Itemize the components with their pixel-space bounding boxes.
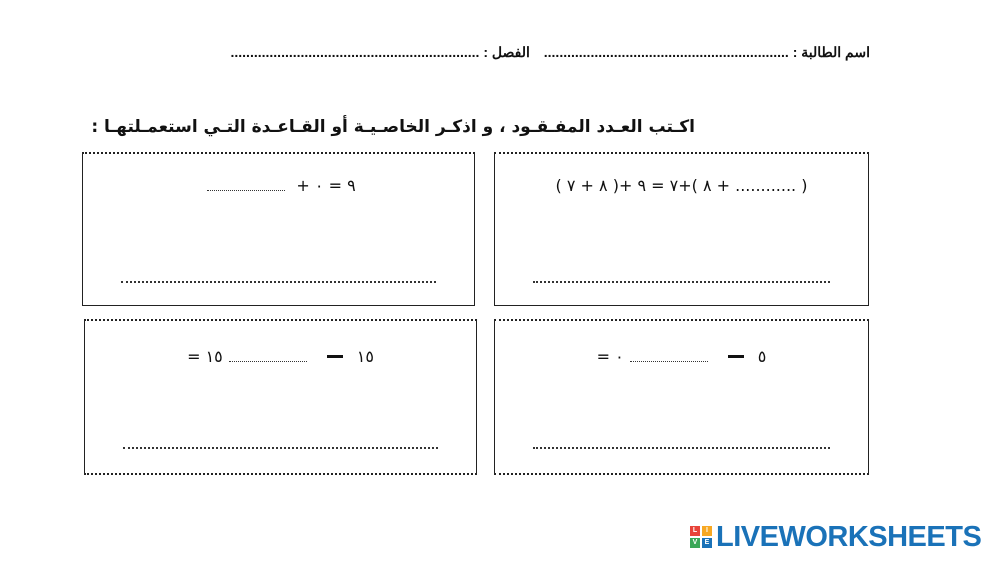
blank-input-2[interactable] [207, 178, 285, 191]
answer-field-2[interactable] [121, 279, 436, 283]
blank-input-3[interactable] [630, 349, 708, 362]
student-name-field[interactable]: ............................................................... [543, 44, 789, 60]
instruction-text: اكـتب العـدد المفـقـود ، و اذكـر الخاصـيـة أو القـاعـدة التـي استعمـلتهـا : [91, 117, 695, 137]
exercise-box-2 [82, 152, 475, 306]
equation-4: ١٥١٥ = [187, 347, 374, 366]
class-field[interactable]: ................................................................ [230, 44, 480, 60]
exercise-box-3 [494, 319, 869, 475]
answer-field-3[interactable] [533, 445, 830, 449]
minus-sign [327, 355, 343, 358]
blank-input-4[interactable] [229, 349, 307, 362]
minus-sign [728, 355, 744, 358]
exercise-box-1 [494, 152, 869, 306]
student-info-line [150, 44, 870, 68]
equation-3: ٥٠ = [596, 347, 767, 366]
answer-field-1[interactable] [533, 279, 830, 283]
class-label: الفصل : [483, 44, 530, 60]
equation-2: ٩ = ٠ + [83, 176, 474, 195]
equation-1: ( ............ + ٨ )+٧ = ٩ +( ٨ + ٧ ) [555, 176, 808, 195]
answer-field-4[interactable] [123, 445, 438, 449]
logo-text: LIVEWORKSHEETS [716, 520, 982, 553]
exercise-box-4 [84, 319, 477, 475]
liveworksheets-logo[interactable] [690, 522, 981, 552]
logo-grid-icon: L I V E [690, 526, 712, 548]
student-name-label: اسم الطالبة : [792, 44, 870, 60]
